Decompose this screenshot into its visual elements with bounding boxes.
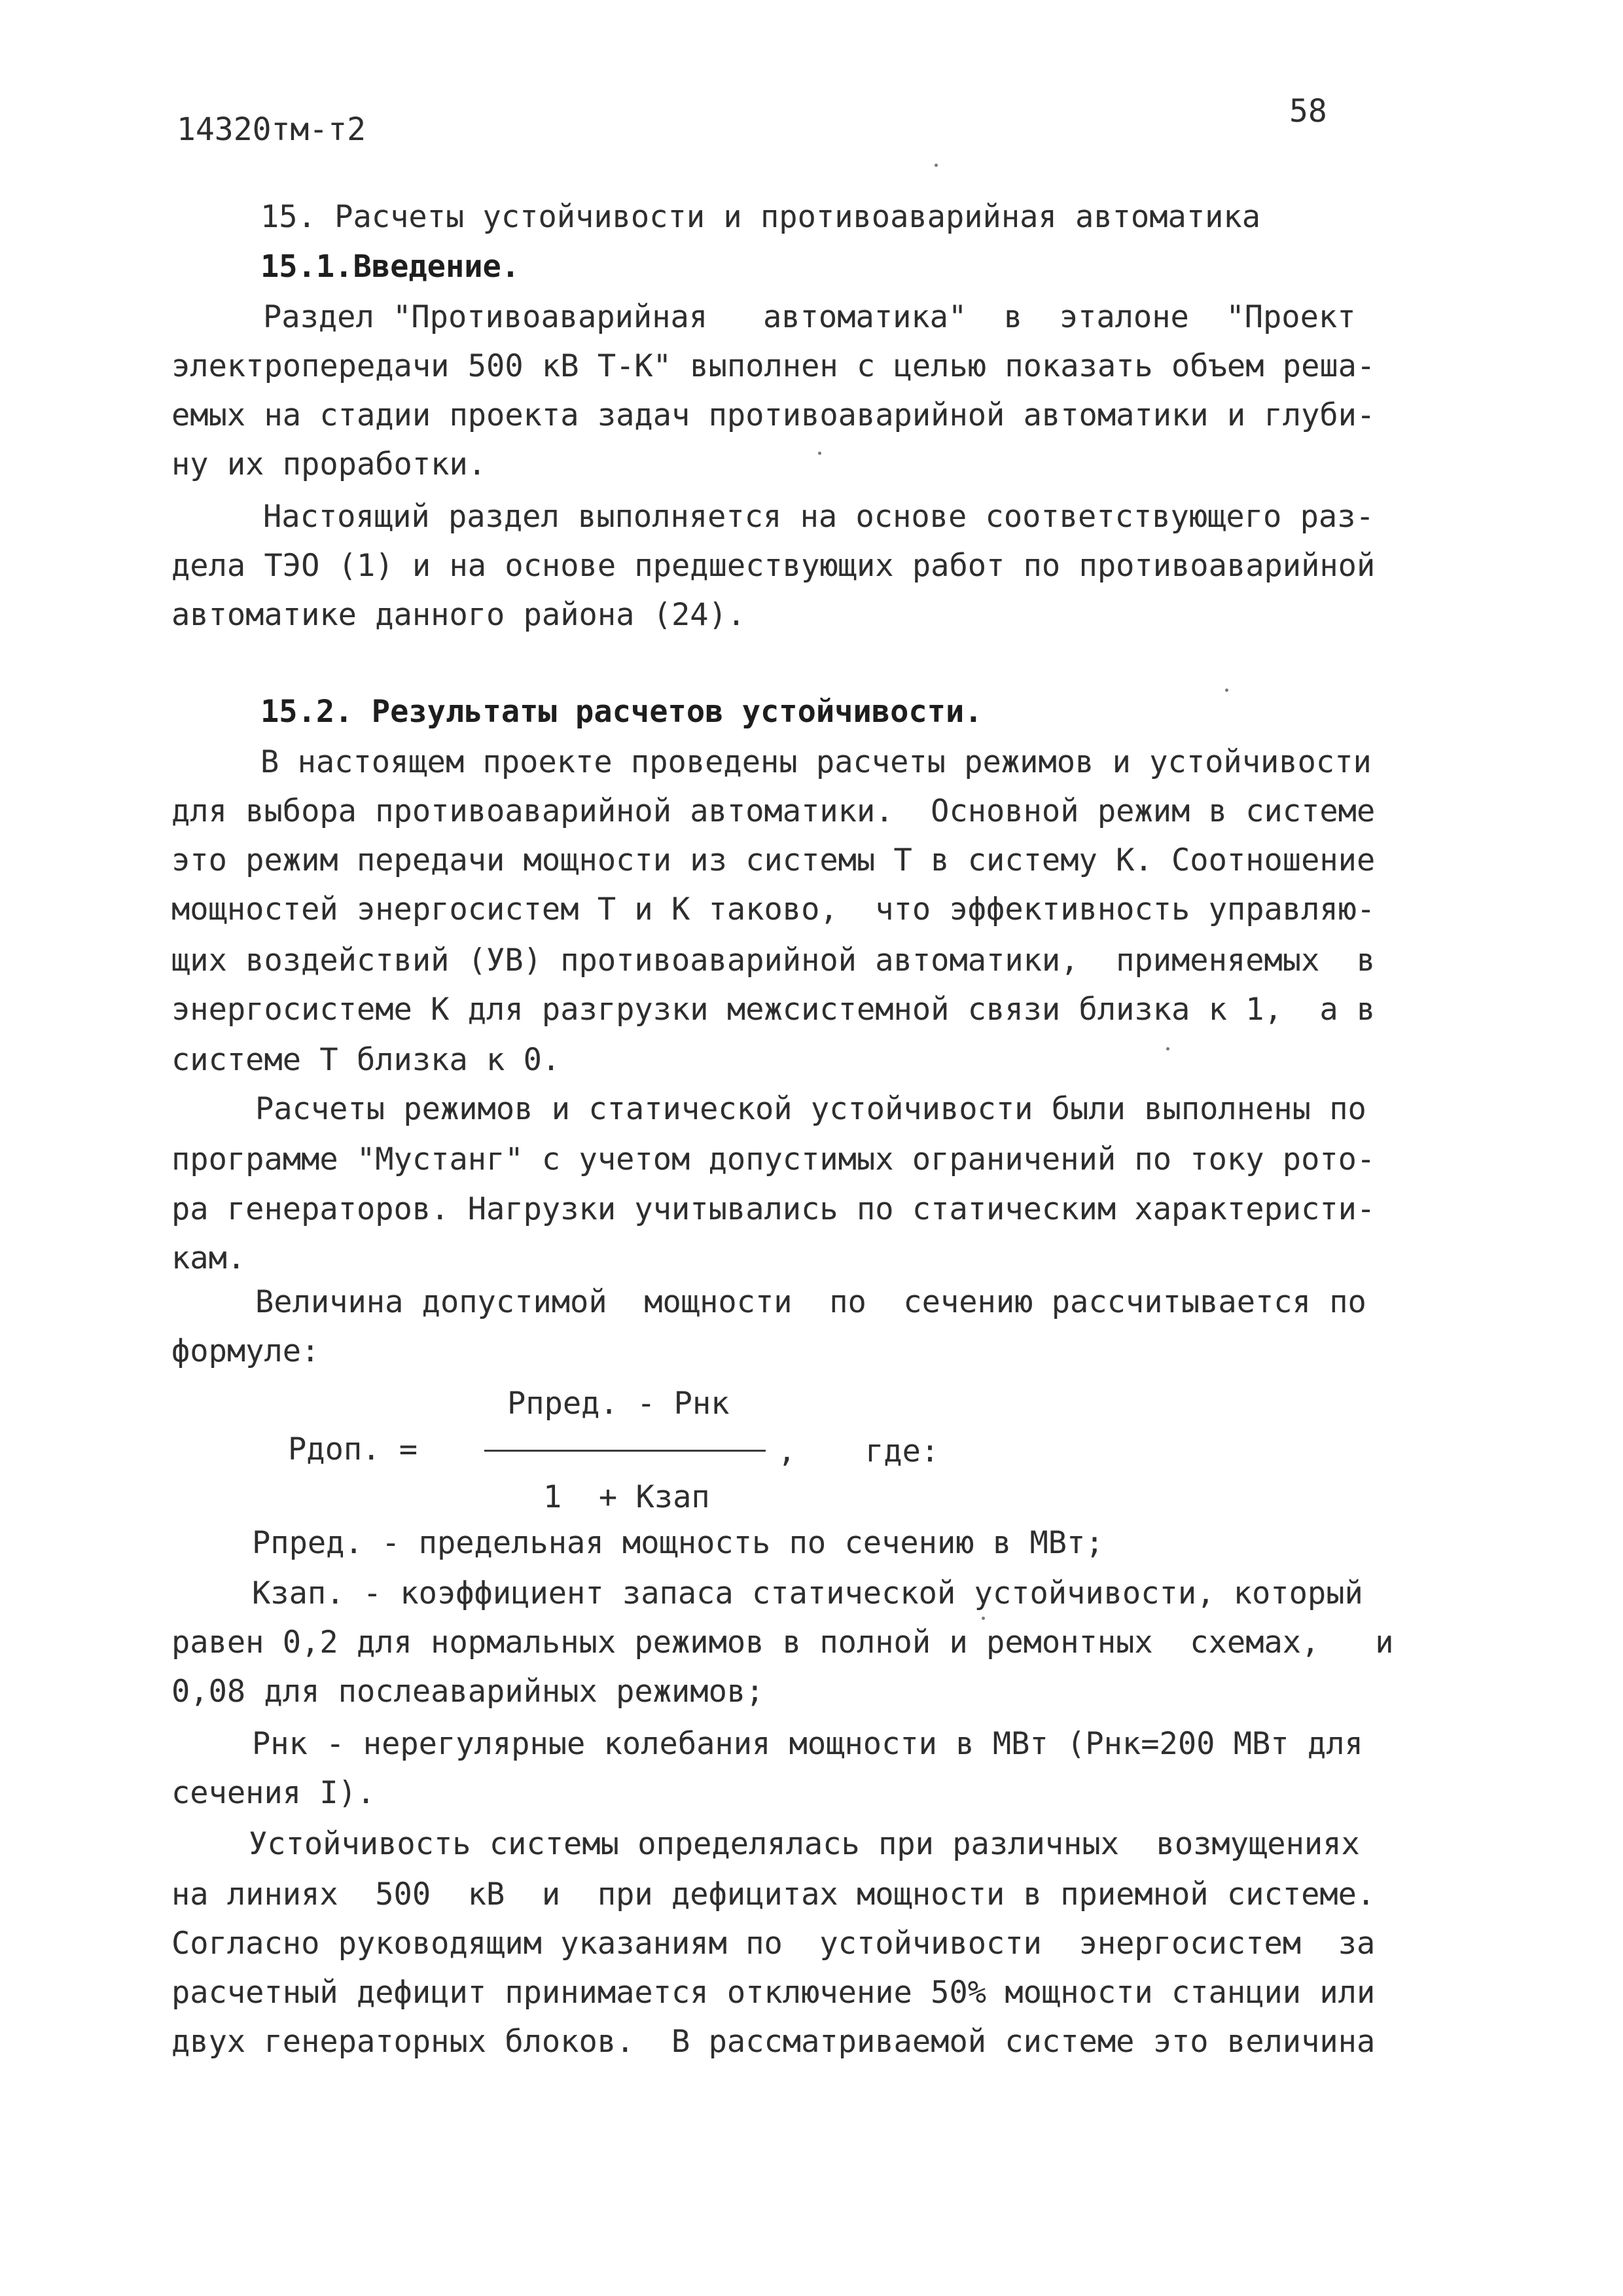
page-number: 58 bbox=[1289, 93, 1327, 130]
section-title: 15. Расчеты устойчивости и противоаварийная автоматика bbox=[260, 199, 1261, 235]
results-line: Расчеты режимов и статической устойчивости были выполнены по bbox=[255, 1091, 1366, 1127]
definition-line: Кзап. - коэффициент запаса статической устойчивости, который bbox=[252, 1575, 1363, 1611]
formula-comma: , bbox=[777, 1433, 796, 1469]
intro-line: ну их проработки. bbox=[171, 446, 487, 482]
results-line: щих воздействий (УВ) противоаварийной автоматики, применяемых в bbox=[171, 942, 1376, 978]
definition-line: Согласно руководящим указаниям по устойчивости энергосистем за bbox=[171, 1926, 1376, 1962]
results-line: системе Т близка к 0. bbox=[171, 1042, 561, 1078]
scan-speck bbox=[1166, 1047, 1169, 1050]
formula-where: где: bbox=[865, 1433, 940, 1469]
definition-line: двух генераторных блоков. В рассматриваемой системе это величина bbox=[171, 2024, 1376, 2060]
results-line: мощностей энергосистем Т и К таково, что эффективность управляю- bbox=[171, 891, 1376, 927]
scan-speck bbox=[982, 1617, 985, 1620]
scan-speck bbox=[1225, 689, 1228, 692]
results-line: кам. bbox=[171, 1240, 246, 1276]
definition-line: Рпред. - предельная мощность по сечению в МВт; bbox=[252, 1525, 1104, 1561]
results-line: для выбора противоаварийной автоматики. Основной режим в системе bbox=[171, 793, 1376, 829]
results-line: Величина допустимой мощности по сечению рассчитывается по bbox=[255, 1284, 1366, 1320]
results-line: формуле: bbox=[171, 1333, 320, 1369]
definition-line: на линиях 500 кВ и при дефицитах мощности в приемной системе. bbox=[171, 1876, 1376, 1912]
definition-line: Рнк - нерегулярные колебания мощности в МВт (Рнк=200 МВт для bbox=[252, 1726, 1363, 1762]
document-code: 14320тм-т2 bbox=[177, 111, 366, 148]
definition-line: 0,08 для послеаварийных режимов; bbox=[171, 1674, 764, 1710]
scan-speck bbox=[935, 164, 938, 167]
intro-line: автоматике данного района (24). bbox=[171, 597, 746, 633]
formula-numerator: Рпред. - Рнк bbox=[507, 1386, 730, 1422]
definition-line: равен 0,2 для нормальных режимов в полной и ремонтных схемах, и bbox=[171, 1624, 1394, 1660]
results-line: В настоящем проекте проведены расчеты режимов и устойчивости bbox=[260, 744, 1372, 780]
definition-line: расчетный дефицит принимается отключение 50% мощности станции или bbox=[171, 1975, 1376, 2011]
definition-line: Устойчивость системы определялась при различных возмущениях bbox=[249, 1826, 1360, 1862]
results-line: это режим передачи мощности из системы Т в систему К. Соотношение bbox=[171, 842, 1376, 878]
results-line: программе "Мустанг" с учетом допустимых ограничений по току рото- bbox=[171, 1141, 1376, 1177]
definition-line: сечения I). bbox=[171, 1775, 376, 1811]
results-line: энергосистеме К для разгрузки межсистемной связи близка к 1, а в bbox=[171, 992, 1376, 1028]
intro-line: емых на стадии проекта задач противоаварийной автоматики и глуби- bbox=[171, 397, 1376, 433]
subsection-1-title: 15.1.Введение. bbox=[260, 249, 520, 285]
intro-line: дела ТЭО (1) и на основе предшествующих работ по противоаварийной bbox=[171, 548, 1376, 584]
intro-line: Раздел "Противоаварийная автоматика" в эталоне "Проект bbox=[263, 299, 1356, 335]
results-line: ра генераторов. Нагрузки учитывались по статическим характеристи- bbox=[171, 1191, 1376, 1227]
fraction-bar bbox=[484, 1450, 766, 1452]
subsection-2-title: 15.2. Результаты расчетов устойчивости. bbox=[260, 694, 983, 730]
intro-line: электропередачи 500 кВ Т-К" выполнен с целью показать объем реша- bbox=[171, 348, 1376, 384]
intro-line: Настоящий раздел выполняется на основе соответствующего раз- bbox=[263, 499, 1374, 535]
scan-speck bbox=[818, 452, 821, 455]
formula-denominator: 1 + Кзап bbox=[543, 1479, 710, 1515]
formula-lhs: Рдоп. = bbox=[288, 1431, 418, 1467]
